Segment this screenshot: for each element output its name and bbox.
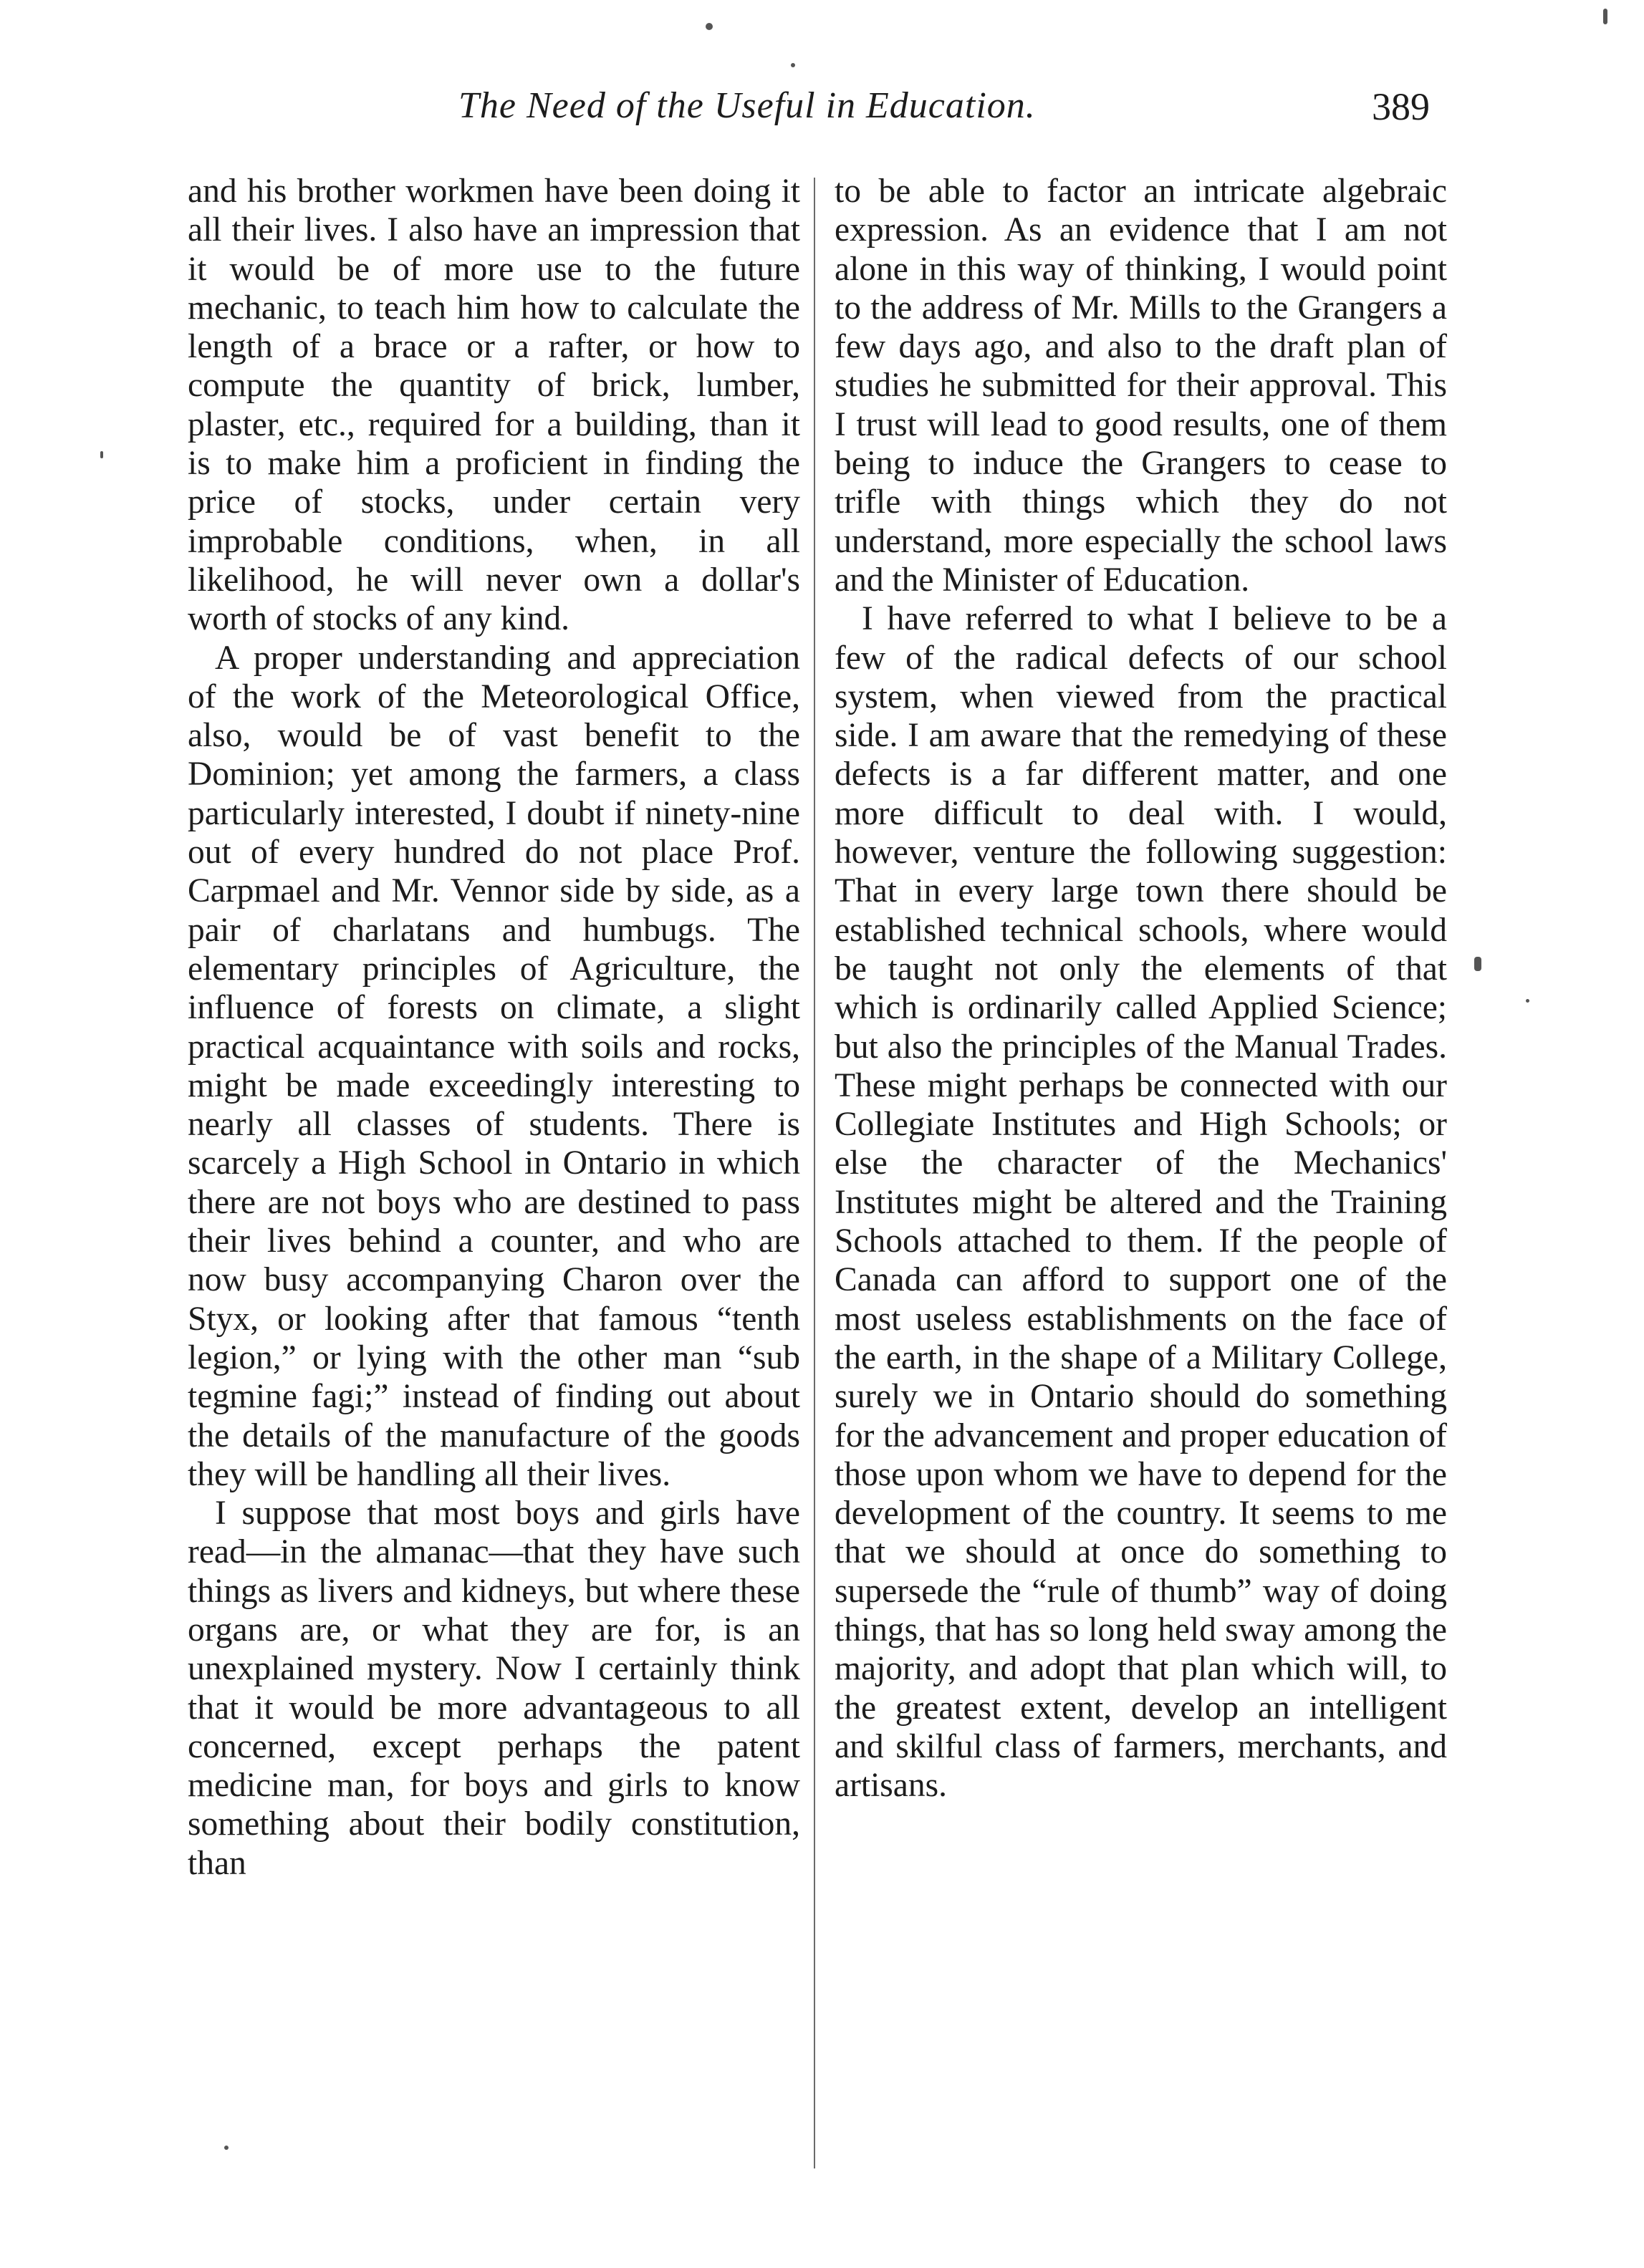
scan-speck	[1526, 999, 1529, 1003]
scan-speck	[100, 451, 103, 458]
paragraph: I suppose that most boys and girls have read—in the almanac—that they have such things as livers and kidneys, but where these organs are, or what they are for, is an unexplained mystery. Now I certainly think that it would be more advantageous to all concerned, except perhaps the patent medicine man, for boys and girls to know something about their bodily constitution, than	[188, 1495, 800, 1882]
page-number: 389	[1372, 85, 1430, 128]
left-column	[188, 172, 800, 1883]
paragraph: I have referred to what I believe to be a few of the radical defects of our school system, when viewed from the practical side. I am aware that the remedying of these defects is a far different matter, and one more difficult to deal with. I would, however, venture the following suggestion: That in every large town there should be established technical schools, where would be taught not only the elements of that which is ordinarily called Applied Science; but also the principles of the Manual Trades. These might perhaps be connected with our Collegiate Institutes and High Schools; or else the character of the Mechanics' Institutes might be altered and the Training Schools attached to them. If the people of Canada can afford to support one of the most useless establishments on the face of the earth, in the shape of a Military College, surely we in Ontario should do something for the advancement and proper education of those upon whom we have to depend for the development of the country. It seems to me that we should at once do something to supersede the “rule of thumb” way of doing things, that has so long held sway among the majority, and adopt that plan which will, to the greatest extent, develop an intelligent and skilful class of farmers, merchants, and artisans.	[835, 600, 1447, 1805]
scan-speck	[791, 63, 795, 67]
column-divider	[814, 178, 815, 2168]
paragraph: and his brother workmen have been doing it all their lives. I also have an impression that it would be of more use to the future mechanic, to teach him how to calculate the length of a brace or a rafter, or how to compute the quantity of brick, lumber, plaster, etc., required for a building, than it is to make him a proficient in finding the price of stocks, under certain very improbable conditions, when, in all likelihood, he will never own a dollar's worth of stocks of any kind.	[188, 173, 800, 638]
scan-speck	[706, 23, 713, 30]
right-column	[835, 172, 1447, 1805]
paragraph: to be able to factor an intricate algebraic expression. As an evidence that I am not alone in this way of thinking, I would point to the address of Mr. Mills to the Grangers a few days ago, and also to the draft plan of studies he submitted for their approval. This I trust will lead to good results, one of them being to induce the Grangers to cease to trifle with things which they do not understand, more especially the school laws and the Minister of Education.	[835, 173, 1447, 599]
running-title: The Need of the Useful in Education.	[458, 85, 1036, 126]
paragraph: A proper understanding and appreciation of the work of the Meteorological Office, also, would be of vast benefit to the Dominion; yet among the farmers, a class particularly interested, I doubt if ninety-nine out of every hundred do not place Prof. Carpmael and Mr. Vennor side by side, as a pair of charlatans and humbugs. The elementary principles of Agriculture, the influence of forests on climate, a slight practical acquaintance with soils and rocks, might be made exceedingly interesting to nearly all classes of students. There is scarcely a High School in Ontario in which there are not boys who are destined to pass their lives behind a counter, and who are now busy accompanying Charon over the Styx, or looking after that famous “tenth legion,” or lying with the other man “sub tegmine fagi;” instead of finding out about the details of the manufacture of the goods they will be handling all their lives.	[188, 639, 800, 1493]
scan-speck	[1474, 957, 1481, 971]
scan-speck	[1603, 9, 1607, 24]
scan-speck	[224, 2146, 229, 2150]
